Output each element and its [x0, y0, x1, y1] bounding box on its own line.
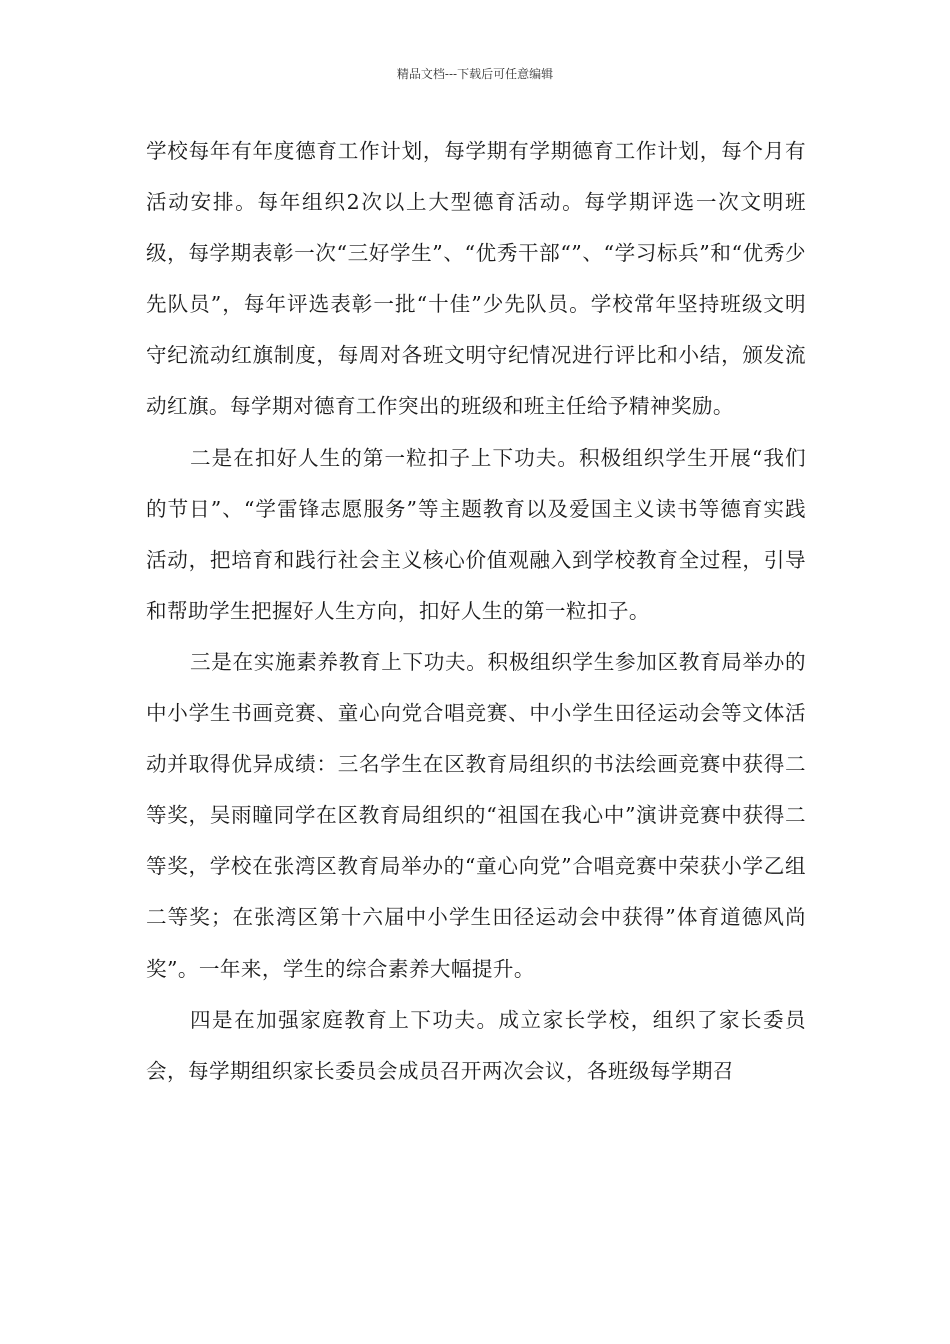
paragraph-quality-education: 三是在实施素养教育上下功夫。积极组织学生参加区教育局举办的中小学生书画竞赛、童心向党合唱竞赛、中小学生田径运动会等文体活动并取得优异成绩：三名学生在区教育局组织的书法绘画竞赛中获得二等奖，吴雨瞳同学在区教育局组织的“祖国在我心中”演讲竞赛中获得二等奖，学校在张湾区教育局举办的“童心向党”合唱竞赛中荣获小学乙组二等奖；在张湾区第十六届中小学生田径运动会中获得”体育道德风尚奖”。一年来，学生的综合素养大幅提升。: [146, 649, 806, 981]
document-body: [146, 126, 806, 1097]
paragraph-moral-education-plan: 学校每年有年度德育工作计划，每学期有学期德育工作计划，每个月有活动安排。每年组织2次以上大型德育活动。每学期评选一次文明班级，每学期表彰一次“三好学生”、“优秀干部“”、“学习标兵”和“优秀少先队员”，每年评选表彰一批“十佳”少先队员。学校常年坚持班级文明守纪流动红旗制度，每周对各班文明守纪情况进行评比和小结，颁发流动红旗。每学期对德育工作突出的班级和班主任给予精神奖励。: [146, 139, 806, 419]
page-header: 精品文档---下载后可任意编辑: [396, 67, 554, 81]
paragraph-life-first-button: 二是在扣好人生的第一粒扣子上下功夫。积极组织学生开展“我们的节日”、“学雷锋志愿服务”等主题教育以及爱国主义读书等德育实践活动，把培育和践行社会主义核心价值观融入到学校教育全过程，引导和帮助学生把握好人生方向，扣好人生的第一粒扣子。: [146, 445, 806, 623]
paragraph-family-education: 四是在加强家庭教育上下功夫。成立家长学校，组织了家长委员会，每学期组织家长委员会成员召开两次会议，各班级每学期召: [146, 1007, 806, 1083]
